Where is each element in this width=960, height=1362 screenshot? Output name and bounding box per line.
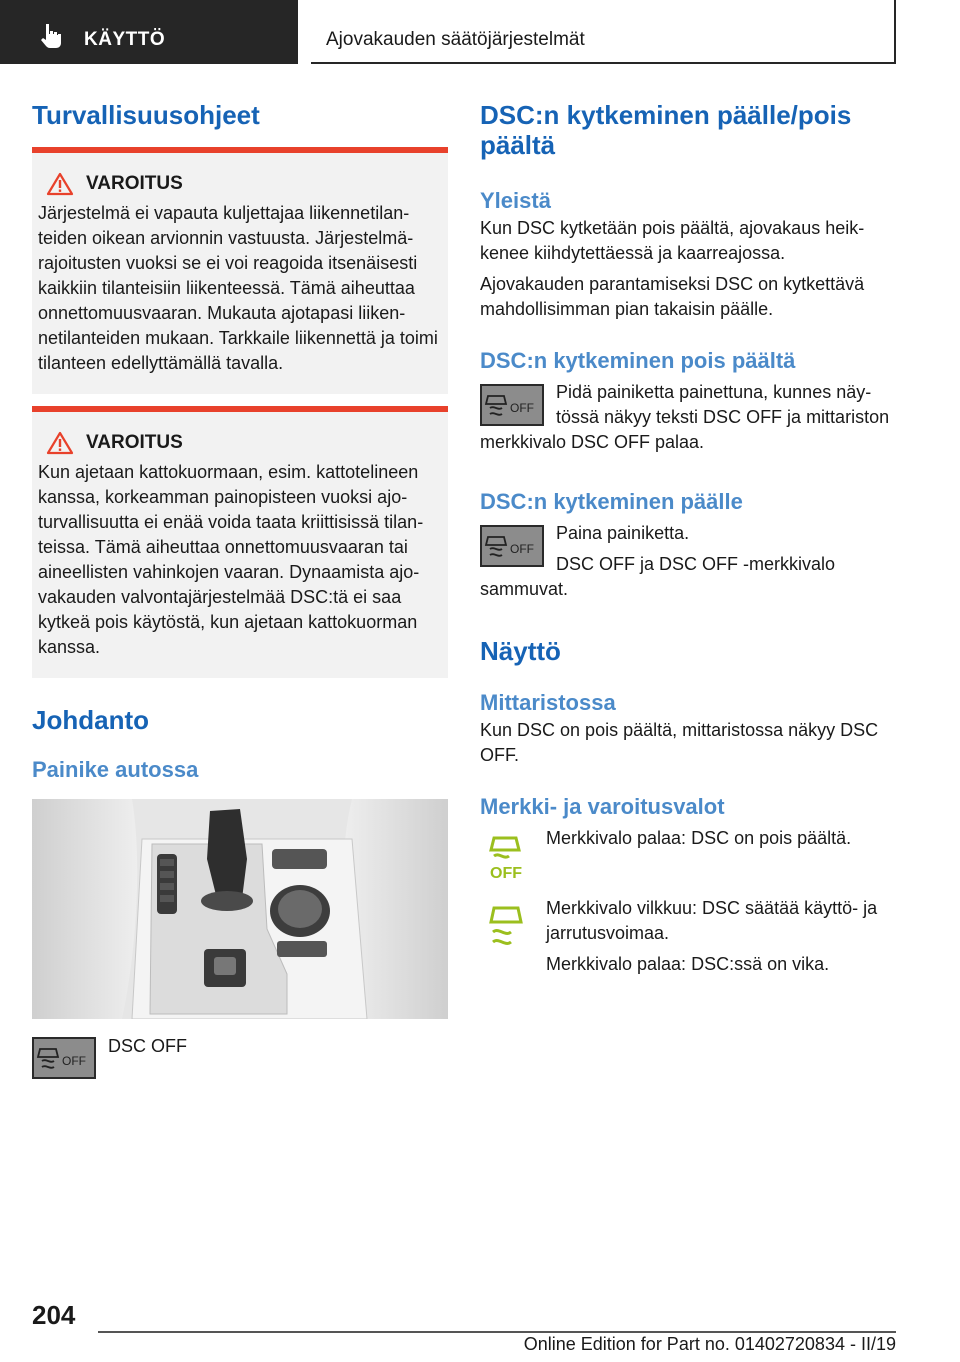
intro-title: Johdanto [32,705,149,735]
dsc-on-result: DSC OFF ja DSC OFF -merkkivalo sammuvat. [480,554,836,599]
dsc-off-label: DSC OFF [108,1036,187,1056]
svg-text:OFF: OFF [510,401,534,415]
svg-text:OFF: OFF [490,865,522,882]
dsc-off-title: DSC:n kytkeminen pois päältä [480,348,796,373]
general-title: Yleistä [480,188,551,213]
cluster-title: Mittaristossa [480,690,616,715]
dsc-off-button-icon [32,1037,96,1079]
header-chapter [311,0,896,64]
light2-text-2: Merkkivalo palaa: DSC:ssä on vika. [546,954,830,974]
lights-title: Merkki- ja varoitusvalot [480,794,725,819]
right-column [480,100,896,977]
dsc-off-indicator-icon [480,830,534,884]
svg-text:OFF: OFF [510,542,534,556]
light2-text-1: Merkkivalo vilkkuu: DSC säätää käyttö- ja jarrutusvoimaa. [546,898,878,943]
button-in-car-title: Painike autossa [32,757,199,782]
chapter-label: Ajovakauden säätöjärjestelmät [326,29,585,50]
general-paragraph-2: Ajovakauden parantamiseksi DSC on kytkettävä mahdollisimman pian takaisin päälle. [480,274,865,319]
warning-box-1 [32,147,448,394]
section-label: KÄYTTÖ [84,29,166,50]
dsc-off-button-icon [480,525,544,567]
warning-label: VAROITUS [86,173,183,194]
warning-label: VAROITUS [86,432,183,453]
warning-text-2: Kun ajetaan kattokuormaan, esim. kattotelineen kanssa, korkeamman painopisteen vuoksi ajoturvallisuutta ei enää voida taata kriittisissä tilanteissa. Tämä aiheuttaa onnettomuusvaaran tai aineellisten vahinkojen vaaran. Dynaamista ajovakauden valvontajärjestelmää DSC:tä ei saa kytkeä pois käytöstä, kun ajetaan kattokuorman kanssa. [38,462,424,657]
warning-triangle-icon [46,431,74,455]
footer-divider [98,1331,896,1333]
page-number: 204 [32,1300,76,1330]
display-title: Näyttö [480,636,561,666]
dsc-toggle-title: DSC:n kytkeminen päälle/pois päältä [480,100,852,160]
center-console-image [32,799,448,1019]
warning-box-2 [32,406,448,678]
svg-text:OFF: OFF [62,1054,86,1068]
header-section-tab [0,0,298,64]
hand-pointer-icon [38,22,66,50]
warning-text-1: Järjestelmä ei vapauta kuljettajaa liikennetilanteiden oikean arvionnin vastuusta. Järjestelmärajoitusten vuoksi se ei voi reagoida itsenäisesti kaikkiin tilanteisiin liikenteessä. Tämä aiheuttaa onnettomuusvaaran. Mukauta ajotapasi liikennetilanteiden mukaan. Tarkkaile liikennettä ja toimi tilanteen edellyttämällä tavalla. [38,203,438,373]
dsc-off-button-icon [480,384,544,426]
general-paragraph-1: Kun DSC kytketään pois päältä, ajovakaus heikkenee kiihdytettäessä ja kaarreajossa. [480,218,865,263]
dsc-on-step: Paina painiketta. [556,523,690,543]
cluster-text: Kun DSC on pois päältä, mittaristossa näkyy DSC OFF. [480,720,879,765]
dsc-off-instructions: Pidä painiketta painettuna, kunnes näytössä näkyy teksti DSC OFF ja mittariston merkkivalo DSC OFF palaa. [480,382,890,452]
safety-title: Turvallisuusohjeet [32,100,260,130]
warning-triangle-icon [46,172,74,196]
dsc-indicator-icon [480,900,534,954]
light1-text: Merkkivalo palaa: DSC on pois päältä. [546,828,852,848]
dsc-on-title: DSC:n kytkeminen päälle [480,489,743,514]
left-column [32,100,448,1079]
footer-edition: Online Edition for Part no. 01402720834 - II/19 [523,1334,896,1354]
